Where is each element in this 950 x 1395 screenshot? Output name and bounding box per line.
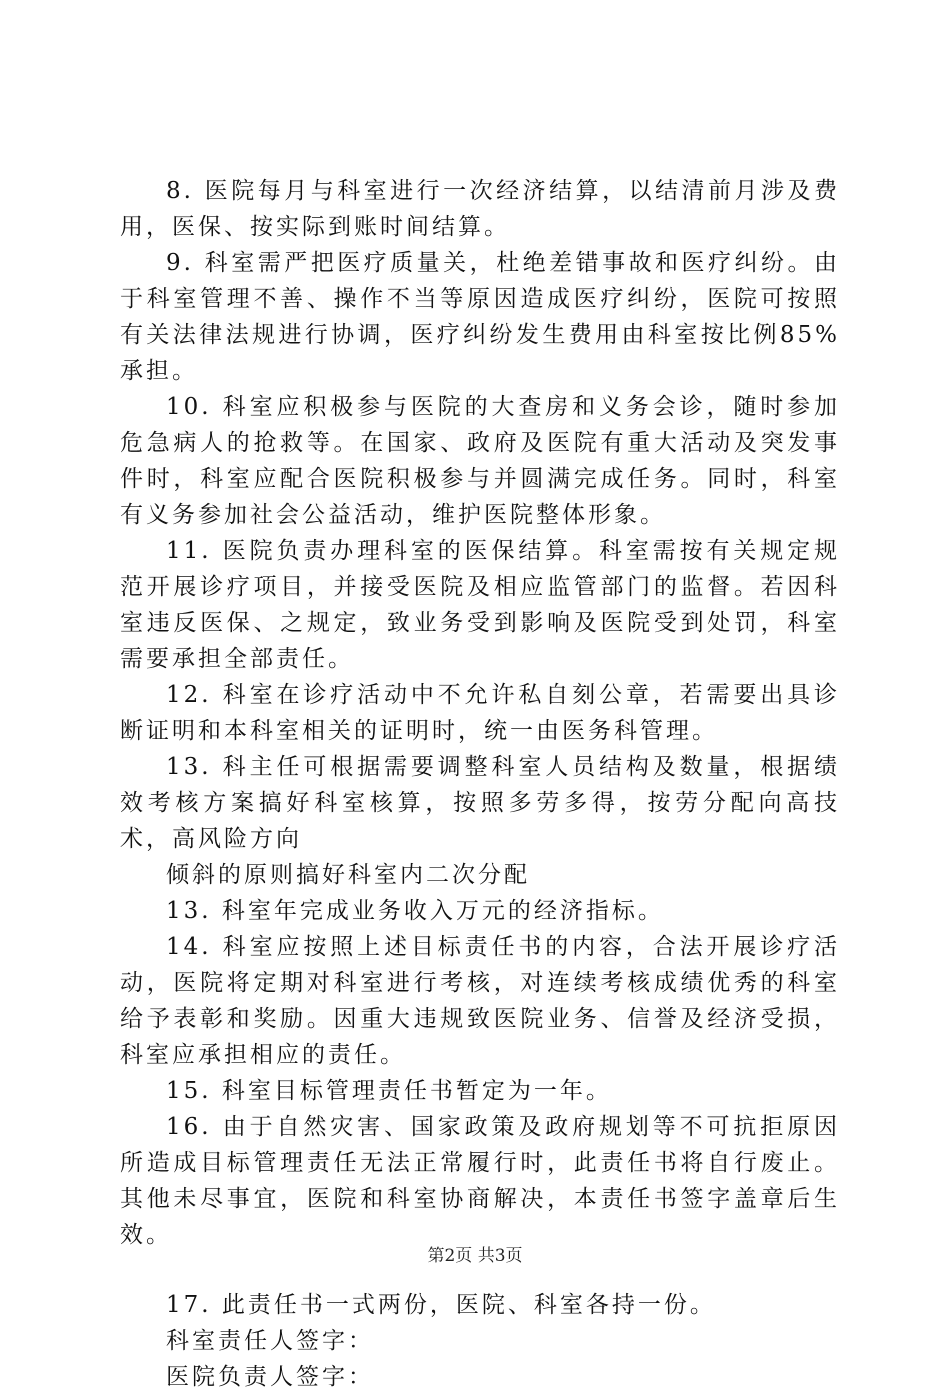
clause-13: 13. 科主任可根据需要调整科室人员结构及数量，根据绩效考核方案搞好科室核算，按照多劳多得，按劳分配向高技术，高风险方向 <box>120 754 840 852</box>
clause-9: 9. 科室需严把医疗质量关，杜绝差错事故和医疗纠纷。由于科室管理不善、操作不当等原因造成医疗纠纷，医院可按照有关法律法规进行协调，医疗纠纷发生费用由科室按比例85%承担。 <box>120 250 840 384</box>
clause-8: 8. 医院每月与科室进行一次经济结算，以结清前月涉及费用，医保、按实际到账时间结算。 <box>120 178 840 240</box>
clause-16: 16. 由于自然灾害、国家政策及政府规划等不可抗拒原因所造成目标管理责任无法正常履行时，此责任书将自行废止。其他未尽事宜，医院和科室协商解决，本责任书签字盖章后生效。 <box>120 1114 840 1248</box>
clause-13-revenue-target: 13. 科室年完成业务收入万元的经济指标。 <box>166 898 664 924</box>
hospital-signature-line: 医院负责人签字： <box>166 1364 374 1390</box>
clause-10: 10. 科室应积极参与医院的大查房和义务会诊，随时参加危急病人的抢救等。在国家、政府及医院有重大活动及突发事件时，科室应配合医院积极参与并圆满完成任务。同时，科室有义务参加社会公益活动，维护医院整体形象。 <box>120 394 840 528</box>
department-signature-line: 科室责任人签字： <box>166 1328 374 1354</box>
page-number-footer: 第2页 共3页 <box>427 1246 523 1266</box>
clause-17: 17. 此责任书一式两份，医院、科室各持一份。 <box>166 1292 716 1318</box>
clause-13-continuation: 倾斜的原则搞好科室内二次分配 <box>166 862 530 888</box>
clause-11: 11. 医院负责办理科室的医保结算。科室需按有关规定规范开展诊疗项目，并接受医院及相应监管部门的监督。若因科室违反医保、之规定，致业务受到影响及医院受到处罚，科室需要承担全部责任。 <box>120 538 840 672</box>
clause-15: 15. 科室目标管理责任书暂定为一年。 <box>166 1078 612 1104</box>
clause-14: 14. 科室应按照上述目标责任书的内容，合法开展诊疗活动，医院将定期对科室进行考核，对连续考核成绩优秀的科室给予表彰和奖励。因重大违规致医院业务、信誉及经济受损，科室应承担相应的责任。 <box>120 934 840 1068</box>
document-body <box>120 173 840 1395</box>
clause-12: 12. 科室在诊疗活动中不允许私自刻公章，若需要出具诊断证明和本科室相关的证明时，统一由医务科管理。 <box>120 682 840 744</box>
